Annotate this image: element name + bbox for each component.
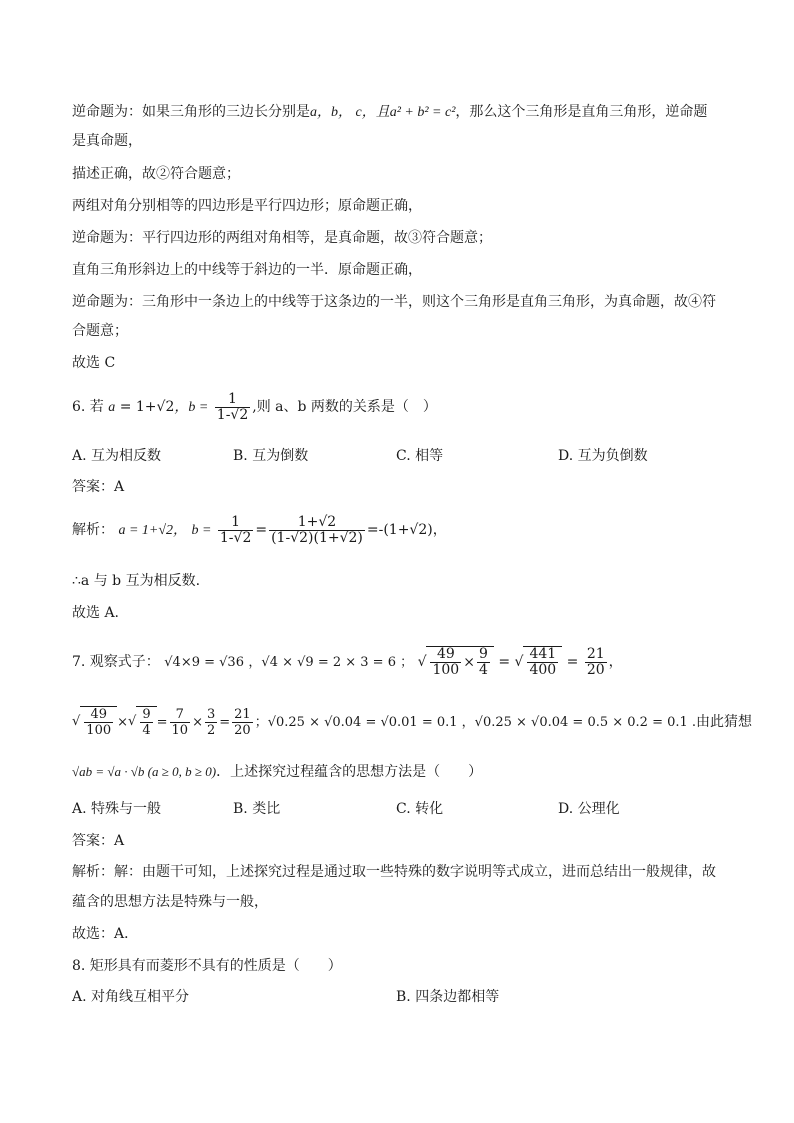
option-c[interactable]: C. 转化 [396, 801, 444, 817]
question-7-line-3 [72, 762, 482, 782]
math-variables: a，b， c，且 [310, 105, 390, 120]
fraction [215, 392, 250, 423]
text-line-6: 直角三角形斜边上的中线等于斜边的一半．原命题正确， [72, 262, 422, 278]
option-a[interactable]: A. 对角线互相平分 [72, 989, 190, 1005]
math-expression: ，b = [174, 400, 209, 415]
numerator: 7 [175, 707, 184, 722]
fraction [430, 647, 461, 678]
question-7-line-1: 7. 观察式子： √4×9 = √36 ，√4 × √9 = 2 × 3 = 6 ； √ $\frac{49}{100}$ × $\frac{9}{4}$ = √ $\frac{441}{400}$ = $\frac{21}{20}$ ， [72, 640, 623, 685]
text-line-4: 两组对角分别相等的四边形是平行四边形；原命题正确， [72, 198, 422, 214]
option-b[interactable]: B. 互为倒数 [233, 448, 309, 464]
math-expression: ；√0.25 × √0.04 = √0.01 = 0.1 ， [254, 715, 475, 730]
analysis-7-line-2: 蕴含的思想方法是特殊与一般， [72, 894, 268, 910]
text-line-2: 是真命题， [72, 133, 142, 149]
text-line-8: 合题意； [72, 323, 128, 339]
option-a[interactable]: A. 互为相反数 [72, 448, 162, 464]
question-6 [72, 388, 437, 427]
radical [418, 640, 494, 684]
option-b[interactable]: B. 类比 [233, 801, 281, 817]
option-a[interactable]: A. 特殊与一般 [72, 801, 162, 817]
numerator: 441 [529, 646, 557, 662]
answer-6: 答案：A [72, 479, 125, 495]
answer-7: 答案：A [72, 833, 125, 849]
numerator: 49 [436, 646, 455, 662]
choose-6: 故选 A. [72, 605, 120, 621]
fraction [205, 707, 217, 738]
text-segment: 由此猜想 [696, 714, 753, 730]
numerator: 9 [142, 707, 151, 723]
math-formula: √ab = √a · √b (a ≥ 0, b ≥ 0) [72, 764, 217, 779]
question-8: 8. 矩形具有而菱形不具有的性质是（ ） [72, 958, 342, 974]
question-number: 7. 观察式子： [72, 654, 160, 670]
radical [72, 700, 117, 745]
fraction [218, 515, 253, 546]
radicand [523, 646, 562, 678]
math-expression: b = [191, 523, 212, 538]
option-d[interactable]: D. 互为负倒数 [558, 448, 648, 464]
text-segment: ，那么这个三角形是直角三角形，逆命题 [455, 104, 708, 120]
text-line-9: 故选 C [72, 355, 116, 371]
math-expression: ，√4 × √9 = 2 × 3 = 6 ； [248, 655, 414, 670]
option-c[interactable]: C. 相等 [396, 448, 444, 464]
pythagorean-equation: a² + b² = c² [389, 105, 456, 120]
denominator: 1-√2 [219, 529, 252, 546]
math-expression: = 1+√2 [119, 399, 175, 415]
denominator: 100 [86, 723, 112, 739]
radical-sign: √ [514, 654, 524, 670]
numerator: 1 [231, 513, 241, 530]
text-line-1 [72, 102, 707, 123]
analysis-label: 解析： [72, 522, 114, 538]
question-text: ．上述探究过程蕴含的思想方法是（ ） [216, 764, 483, 780]
fraction [84, 707, 113, 738]
analysis-6: 解析： a = 1+√2， b = $\frac{1}{1-√2}$ = $\frac{1+√2}{(1-√2)(1+√2)}$ =-(1+√2)， [72, 513, 447, 546]
denominator: 100 [432, 662, 460, 678]
radical-sign: √ [72, 714, 81, 730]
fraction [477, 647, 490, 678]
question-7-line-2: √ $\frac{49}{100}$ ×√ $\frac{9}{4}$ = $\frac{7}{10}$ × $\frac{3}{2}$ = $\frac{21}{20}$ ；√0.25 × √0.04 = √0.01 = 0.1 ，√0.25 × √0.04 = 0.5 × 0.2 = 0.1 .由此猜想 [72, 700, 752, 745]
numerator: 21 [586, 645, 605, 662]
denominator: 400 [529, 662, 557, 678]
text-segment: 逆命题为：如果三角形的三边长分别是 [72, 104, 310, 120]
denominator: 10 [171, 723, 189, 738]
fraction [232, 707, 253, 738]
numerator: 3 [206, 707, 216, 722]
option-b[interactable]: B. 四条边都相等 [396, 989, 500, 1005]
denominator: 4 [478, 662, 488, 678]
radical [515, 640, 563, 684]
choose-7: 故选：A． [72, 926, 139, 942]
numerator: 1+√2 [297, 513, 337, 530]
text-line-3: 描述正确，故②符合题意； [72, 166, 240, 182]
numerator: 21 [234, 707, 251, 722]
conclusion-6: ∴a 与 b 互为相反数. [72, 573, 201, 589]
radicand: $\frac{49}{100}$ × $\frac{9}{4}$ [426, 646, 493, 678]
math-expression: a = 1+√2， [118, 523, 188, 538]
fraction [269, 515, 365, 546]
fraction [140, 707, 152, 738]
radicand [80, 706, 117, 738]
fraction [170, 707, 191, 738]
fraction [527, 647, 558, 678]
radical-sign: √ [417, 654, 427, 670]
radicand [136, 706, 156, 738]
numerator: 49 [90, 707, 107, 723]
question-number: 6. 若 [72, 399, 104, 415]
option-d[interactable]: D. 公理化 [558, 801, 620, 817]
question-text: ,则 a、b 两数的关系是（ ） [252, 399, 437, 415]
math-variable: a [108, 400, 116, 415]
analysis-7-line-1: 解析：解：由题干可知，上述探究过程是通过取一些特殊的数字说明等式成立，进而总结出一般规律，故 [72, 864, 716, 880]
math-expression: =-(1+√2)， [366, 522, 447, 538]
fraction [585, 647, 607, 678]
denominator: 1-√2 [216, 406, 249, 423]
denominator: 20 [234, 723, 251, 738]
radical [128, 700, 157, 745]
denominator: 4 [142, 723, 151, 739]
text-line-5: 逆命题为：平行四边形的两组对角相等，是真命题，故③符合题意； [72, 230, 492, 246]
math-expression: √0.25 × √0.04 = 0.5 × 0.2 = 0.1 . [474, 715, 697, 730]
math-expression: √4×9 = √36 [164, 655, 244, 670]
denominator: 20 [586, 661, 605, 678]
numerator: 9 [478, 646, 488, 662]
numerator: 1 [228, 390, 237, 407]
text-line-7: 逆命题为：三角形中一条边上的中线等于这条边的一半，则这个三角形是直角三角形，为真命题，故④符 [72, 294, 716, 310]
radical-sign: √ [128, 714, 137, 730]
denominator: 2 [206, 723, 216, 738]
denominator: (1-√2)(1+√2) [271, 529, 363, 546]
